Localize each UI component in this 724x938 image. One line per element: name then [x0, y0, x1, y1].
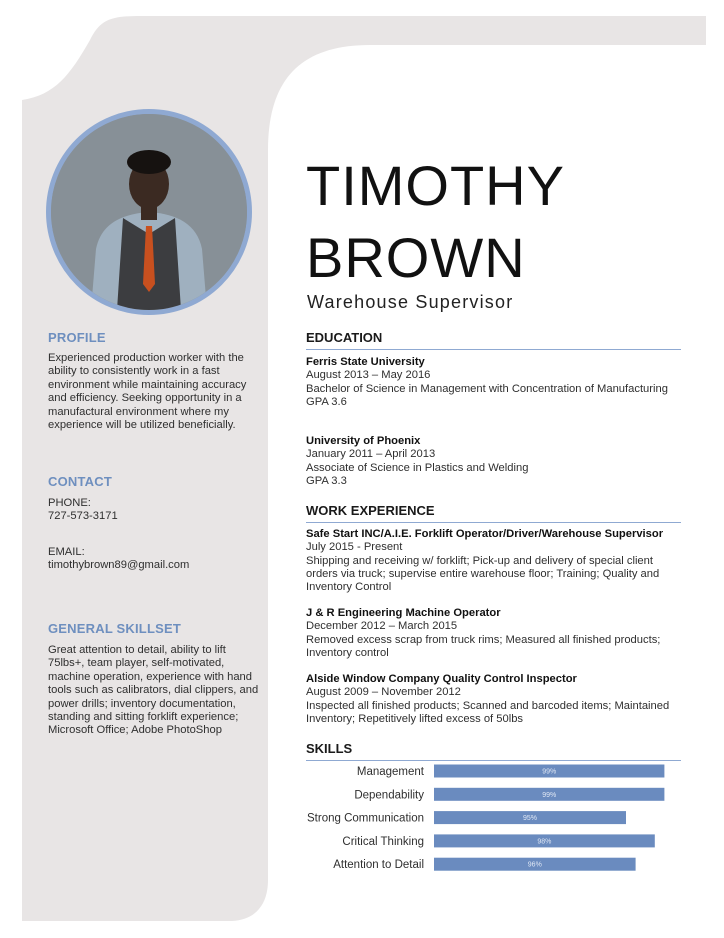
- skill-value-label: 98%: [537, 838, 552, 846]
- skill-label: Management: [356, 766, 424, 778]
- contact-heading: CONTACT: [48, 474, 112, 489]
- phone-value[interactable]: 727-573-3171: [48, 510, 118, 523]
- skillset-section: [48, 621, 260, 738]
- education-dates: January 2011 – April 2013: [306, 448, 436, 461]
- profile-text: Experienced production worker with the ability to consistently work in a fast environment while maintaining accuracy and efficiency. Seeking opportunity in a manufactural environment where my experience will be utilized beneficially.: [48, 352, 247, 432]
- contact-section: [48, 474, 260, 573]
- gpa: GPA 3.3: [306, 474, 347, 487]
- email-label: EMAIL:: [48, 545, 85, 558]
- skill-value-label: 99%: [542, 791, 557, 799]
- work-heading: WORK EXPERIENCE: [306, 503, 681, 523]
- job-description: Inspected all finished products; Scanned and barcoded items; Maintained Inventory; Repetitively lifted excess of 50lbs: [306, 699, 670, 725]
- school-name: University of Phoenix: [306, 435, 421, 447]
- job-title-line: Alside Window Company Quality Control Inspector: [306, 673, 577, 685]
- skill-value-label: 99%: [542, 768, 557, 776]
- job-title: Warehouse Supervisor: [307, 292, 514, 312]
- job-title-line: J & R Engineering Machine Operator: [306, 607, 501, 619]
- education-heading: EDUCATION: [306, 330, 681, 350]
- profile-heading: PROFILE: [48, 330, 106, 345]
- profile-section: [48, 330, 260, 432]
- skills-chart: [300, 762, 690, 887]
- job-item: [306, 673, 682, 726]
- name-first: TIMOTHY: [306, 154, 565, 217]
- skill-value-label: 95%: [522, 815, 538, 823]
- job-description: Removed excess scrap from truck rims; Measured all finished products; Inventory control: [306, 633, 661, 659]
- job-item: [306, 607, 682, 660]
- skill-label: Attention to Detail: [333, 859, 424, 872]
- skillset-text: Great attention to detail, ability to lift 75lbs+, team player, self-motivated, machine operation, experience with hand tools such as calibrators, dial clippers, and power drills; inventory documentation, standing and sitting forklift experience; Microsoft Office; Adobe PhotoShop: [48, 644, 259, 737]
- skill-label: Critical Thinking: [342, 835, 424, 848]
- skill-label: Dependability: [354, 789, 424, 802]
- degree: Bachelor of Science in Management with Concentration of Manufacturing: [306, 382, 668, 395]
- phone-label: PHONE:: [48, 497, 91, 509]
- education-dates: August 2013 – May 2016: [306, 369, 431, 382]
- name-last: BROWN: [306, 226, 526, 289]
- job-dates: July 2015 - Present: [306, 541, 403, 554]
- email-value[interactable]: timothybrown89@gmail.com: [48, 559, 190, 572]
- job-description: Shipping and receiving w/ forklift; Pick-up and delivery of special client orders via truck; supervise entire warehouse floor; Training; Quality and Inventory Control: [306, 554, 660, 594]
- education-item: [306, 435, 682, 488]
- gpa: GPA 3.6: [306, 395, 347, 408]
- skillset-heading: GENERAL SKILLSET: [48, 621, 181, 636]
- job-item: [306, 528, 682, 594]
- skills-heading: SKILLS: [306, 741, 681, 761]
- degree: Associate of Science in Plastics and Welding: [306, 461, 529, 474]
- skill-value-label: 96%: [527, 861, 542, 869]
- job-title-line: Safe Start INC/A.I.E. Forklift Operator/Driver/Warehouse Supervisor: [306, 528, 664, 540]
- profile-photo: [46, 109, 252, 315]
- school-name: Ferris State University: [306, 356, 425, 368]
- skill-label: Strong Communication: [307, 812, 424, 825]
- person-illustration: [51, 114, 247, 310]
- job-dates: August 2009 – November 2012: [306, 686, 461, 699]
- job-dates: December 2012 – March 2015: [306, 620, 458, 633]
- education-item: [306, 356, 682, 409]
